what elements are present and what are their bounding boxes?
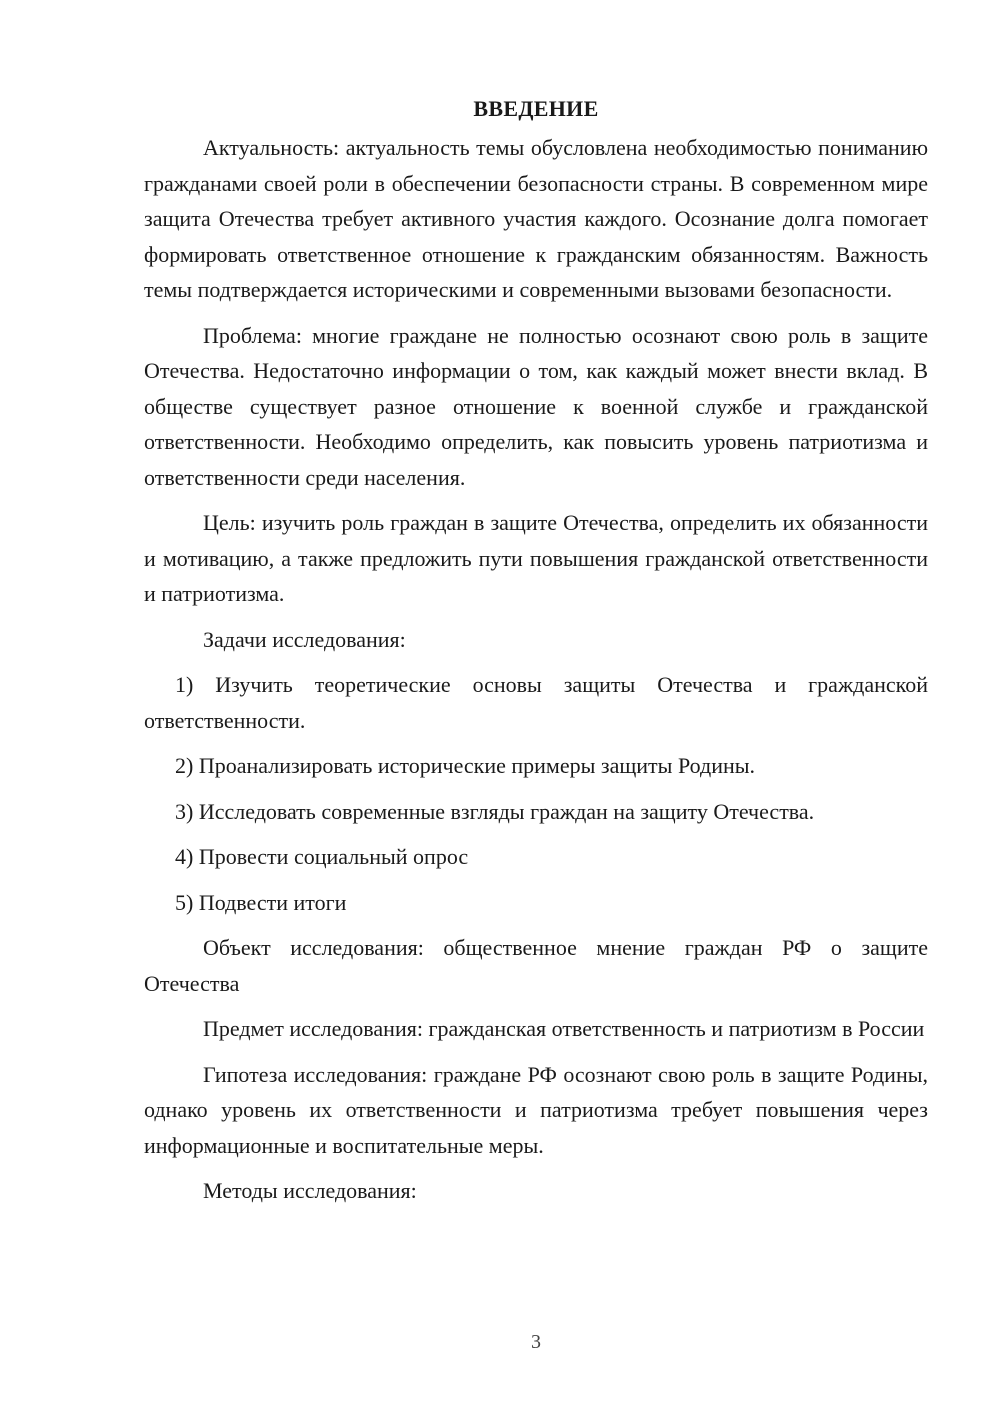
page-number: 3 — [531, 1331, 541, 1353]
list-item: 5) Подвести итоги — [175, 889, 347, 915]
relevance-paragraph: Актуальность: актуальность темы обусловлена необходимостью пониманию гражданами своей роли в обеспечении безопасности страны. В современном мире защита Отечества требует активного участия каждого. Осознание долга помогает формировать ответственное отношение к гражданским обязанностям. Важность темы подтверждается историческими и современными вызовами безопасности. — [144, 135, 928, 302]
problem-paragraph: Проблема: многие граждане не полностью осознают свою роль в защите Отечества. Недостаточно информации о том, как каждый может внести вклад. В обществе существует разное отношение к военной службе и гражданской ответственности. Необходимо определить, как повысить уровень патриотизма и ответственности среди населения. — [144, 322, 928, 490]
list-item: 4) Провести социальный опрос — [175, 844, 469, 869]
page-content — [144, 90, 928, 1219]
list-item: 3) Исследовать современные взгляды граждан на защиту Отечества. — [175, 798, 815, 824]
object-paragraph: Объект исследования: общественное мнение граждан РФ о защите Отечества — [144, 935, 928, 996]
page-title: ВВЕДЕНИЕ — [473, 96, 599, 121]
hypothesis-paragraph: Гипотеза исследования: граждане РФ осознают свою роль в защите Родины, однако уровень их ответственности и патриотизма требует повышения через информационные и воспитательные меры. — [144, 1061, 928, 1158]
tasks-heading: Задачи исследования: — [203, 626, 406, 652]
goal-paragraph: Цель: изучить роль граждан в защите Отечества, определить их обязанности и мотивацию, а также предложить пути повышения гражданской ответственности и патриотизма. — [144, 510, 928, 606]
methods-heading: Методы исследования: — [203, 1178, 417, 1203]
list-item: 2) Проанализировать исторические примеры защиты Родины. — [175, 753, 756, 778]
list-item: 1) Изучить теоретические основы защиты Отечества и гражданской ответственности. — [144, 672, 928, 733]
tasks-list — [144, 667, 928, 920]
subject-paragraph: Предмет исследования: гражданская ответственность и патриотизм в России — [203, 1016, 925, 1041]
